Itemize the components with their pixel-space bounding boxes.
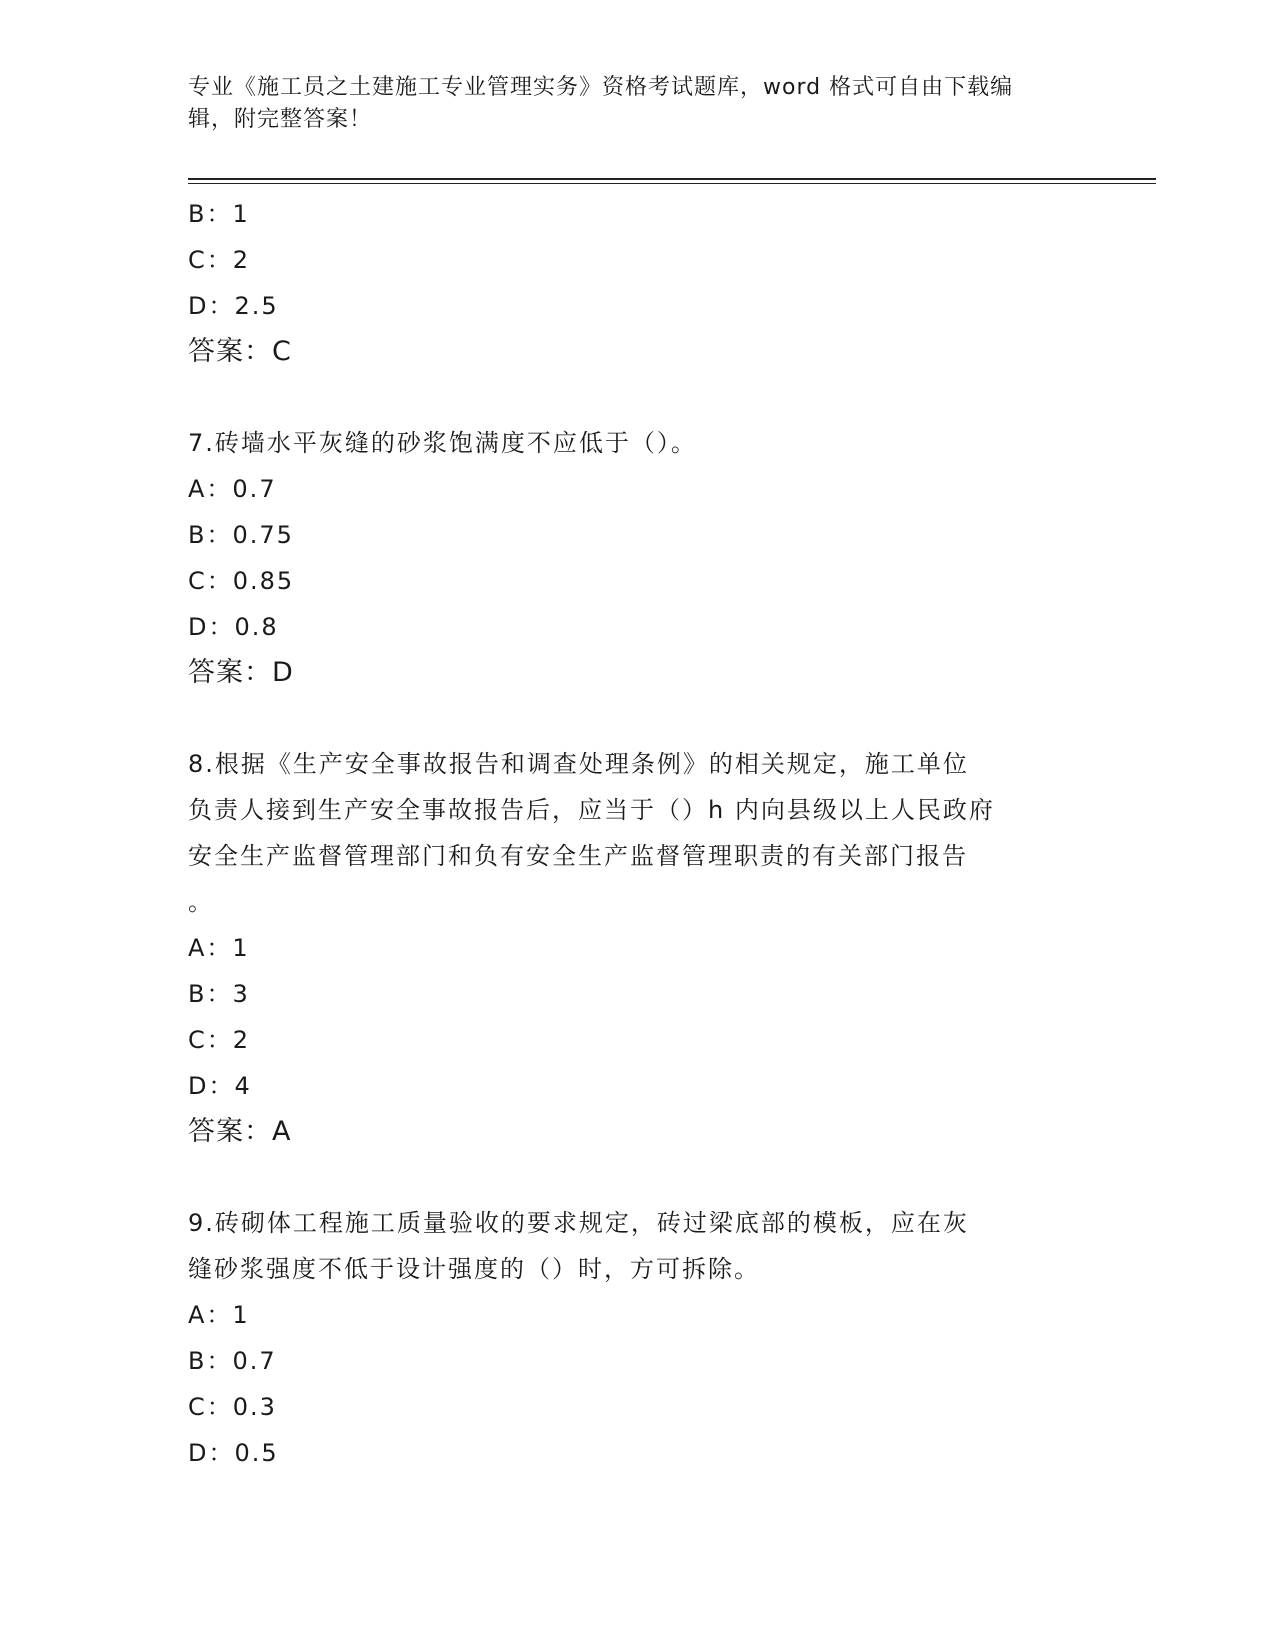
option-d: D：4 — [188, 1072, 252, 1100]
answer: 答案：D — [188, 657, 294, 688]
option-d: D：0.8 — [188, 613, 279, 641]
option-d: D：0.5 — [188, 1439, 279, 1467]
option-a: A：0.7 — [188, 475, 277, 503]
header-line-2: 辑，附完整答案！ — [188, 107, 373, 132]
header-divider-thin — [188, 183, 1156, 184]
question-7 — [188, 420, 1088, 696]
question-8 — [188, 741, 1088, 1155]
question-text: 7.砖墙水平灰缝的砂浆饱满度不应低于（）。 — [188, 429, 697, 457]
document-body — [188, 191, 1088, 1476]
answer: 答案：A — [188, 1116, 292, 1147]
header-divider — [188, 178, 1156, 180]
question-text-line-3: 安全生产监督管理部门和负有安全生产监督管理职责的有关部门报告 — [188, 842, 968, 870]
question-text-line-2: 缝砂浆强度不低于设计强度的（）时，方可拆除。 — [188, 1255, 760, 1283]
option-c: C：2 — [188, 246, 251, 274]
option-b: B：0.75 — [188, 521, 294, 549]
question-9 — [188, 1200, 1088, 1476]
page-header — [188, 72, 1078, 136]
question-text-line-4: 。 — [188, 888, 214, 916]
option-b: B：0.7 — [188, 1347, 277, 1375]
question-text-line-1: 8.根据《生产安全事故报告和调查处理条例》的相关规定，施工单位 — [188, 750, 969, 778]
option-b: B：1 — [188, 200, 250, 228]
header-line-1: 专业《施工员之土建施工专业管理实务》资格考试题库，word 格式可自由下载编 — [188, 75, 1014, 100]
option-c: C：2 — [188, 1026, 251, 1054]
option-c: C：0.85 — [188, 567, 295, 595]
option-b: B：3 — [188, 980, 250, 1008]
question-text-line-1: 9.砖砌体工程施工质量验收的要求规定，砖过梁底部的模板，应在灰 — [188, 1209, 969, 1237]
answer: 答案：C — [188, 336, 292, 367]
question-6-tail — [188, 191, 1088, 375]
question-text-line-2: 负责人接到生产安全事故报告后，应当于（）h 内向县级以上人民政府 — [188, 796, 995, 824]
option-c: C：0.3 — [188, 1393, 277, 1421]
option-d: D：2.5 — [188, 292, 279, 320]
option-a: A：1 — [188, 1301, 250, 1329]
option-a: A：1 — [188, 934, 250, 962]
